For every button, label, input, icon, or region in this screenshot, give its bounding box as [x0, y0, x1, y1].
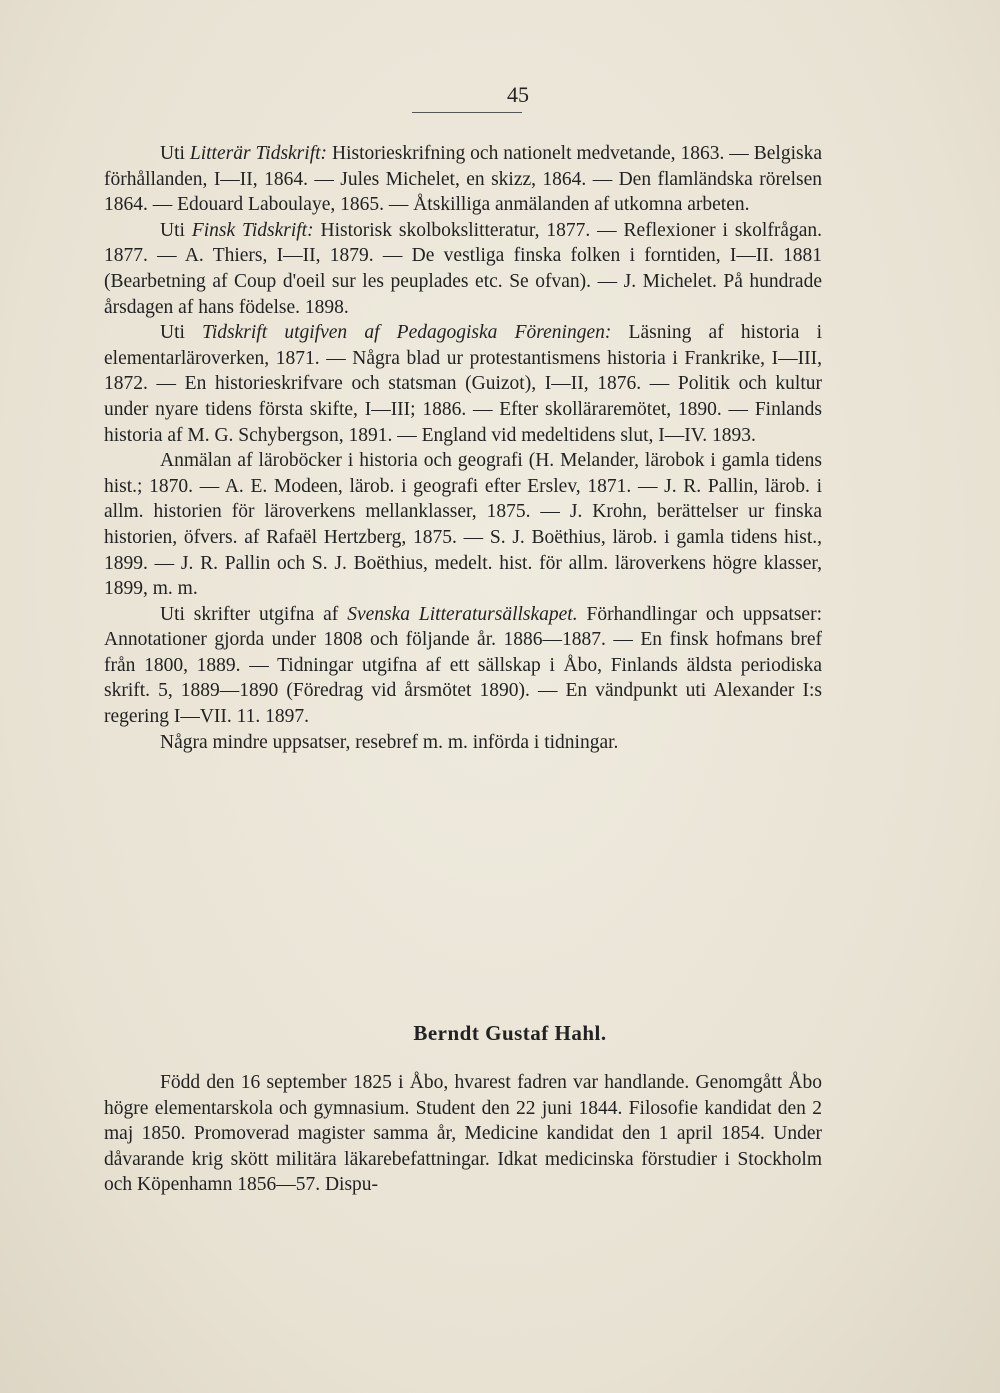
paragraph-text: Uti skrifter utgifna af	[160, 603, 348, 625]
paragraph-text: Förhandlingar och uppsatser: Annotationer gjorda under 1808 och följande år. 1886—1887. — En finsk hofmans bref från 1800, 1889. — Tidningar utgifna af ett sällskap i Åbo, Finlands äldsta periodiska skrift. 5, 1889—1890 (Föredrag vid årsmötet 1890). — En vändpunkt uti Alexander I:s regering I—VII. 11. 1897.	[104, 603, 822, 728]
paragraph-text: Uti	[160, 219, 192, 241]
paragraph-text: Några mindre uppsatser, resebref m. m. införda i tidningar.	[160, 731, 619, 753]
header-rule	[412, 112, 522, 113]
biography-section	[104, 1070, 822, 1198]
bibliography-paragraph	[104, 218, 822, 320]
paragraph-text: Anmälan af läroböcker i historia och geografi (H. Melander, lärobok i gamla tidens hist.; 1870. — A. E. Modeen, lärob. i geografi efter Erslev, 1871. — J. R. Pallin, lärob. i allm. historien för läroverkens mellanklasser, 1875. — J. Krohn, berättelser ur finska historien, öfvers. af Rafaël Hertzberg, 1875. — S. J. Boëthius, lärob. i gamla tidens hist., 1899. — J. R. Pallin och S. J. Boëthius, medelt. hist. för allm. läroverkens högre klasser, 1899, m. m.	[104, 450, 822, 600]
bibliography-paragraph	[104, 602, 822, 730]
publication-title: Finsk Tidskrift:	[191, 219, 314, 241]
paragraph-text: Historieskrifning och nationelt medvetande, 1863. — Belgiska förhållanden, I—II, 1864. — Jules Michelet, en skizz, 1864. — Den flamländska rörelsen 1864. — Edouard Laboulaye, 1865. — Åtskilliga anmälanden af utkomna arbeten.	[104, 143, 822, 216]
page-number: 45	[507, 82, 529, 107]
bibliography-paragraph	[104, 320, 822, 448]
bibliography-paragraph	[104, 141, 822, 218]
paragraph-text: Uti	[160, 322, 203, 344]
publication-title: Svenska Litteratursällskapet.	[347, 603, 578, 625]
publication-title: Tidskrift utgifven af Pedagogiska Föreningen:	[202, 322, 612, 344]
bibliography-section	[104, 141, 822, 755]
publication-title: Litterär Tidskrift:	[189, 143, 328, 164]
paragraph-text: Historisk skolbokslitteratur, 1877. — Reflexioner i skolfrågan. 1877. — A. Thiers, I—II, 1879. — De vestliga finska folken i forntiden, I—II. 1881 (Bearbetning af Coup d'oeil sur les peuplades etc. Se ofvan). — J. Michelet. På hundrade årsdagen af hans födelse. 1898.	[104, 219, 822, 318]
biography-paragraph: Född den 16 september 1825 i Åbo, hvarest fadren var handlande. Genomgått Åbo högre elementarskola och gymnasium. Student den 22 juni 1844. Filosofie kandidat den 2 maj 1850. Promoverad magister samma år, Medicine kandidat den 1 april 1854. Under dåvarande krig skött militära läkarebefattningar. Idkat medicinska förstudier i Stockholm och Köpenhamn 1856—57. Dispu-	[104, 1072, 822, 1196]
paragraph-text: Läsning af historia i elementarläroverken, 1871. — Några blad ur protestantismens historia i Frankrike, I—III, 1872. — En historieskrifvare och statsman (Guizot), I—II, 1876. — Politik och kultur under nyare tidens första skifte, I—III; 1886. — Efter skolläraremötet, 1890. — Finlands historia af M. G. Schybergson, 1891. — England vid medeltidens slut, I—IV. 1893.	[104, 322, 822, 446]
bibliography-paragraph	[104, 448, 822, 602]
paragraph-text: Uti	[160, 143, 190, 164]
bibliography-paragraph	[104, 730, 822, 756]
section-heading: Berndt Gustaf Hahl.	[413, 1021, 607, 1045]
